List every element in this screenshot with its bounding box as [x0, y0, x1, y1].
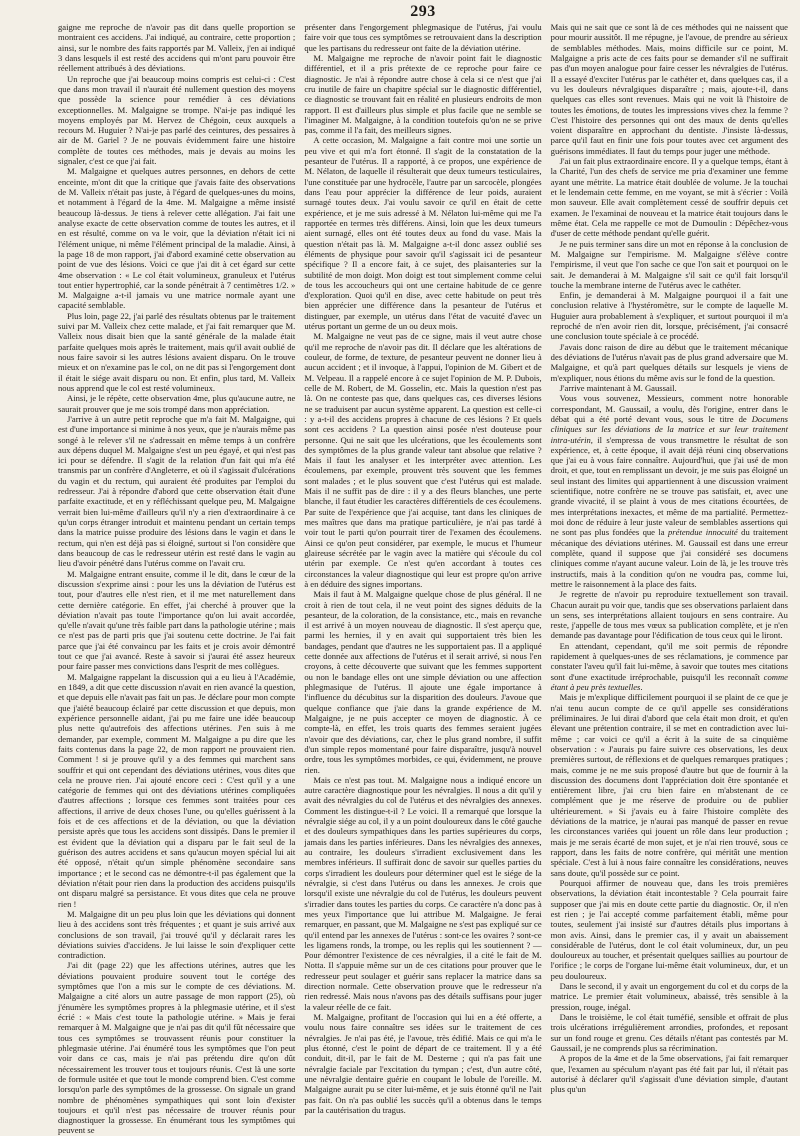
paragraph: Pourquoi affirmer de nouveau que, dans les trois premières observations, la déviation était incontestable ? Cela pourrait faire supposer que j'ai mis en doute cette partie du diagnostic. Or, il n'en est rien ; je l'ai accepté comme parfaitement établi, même pour toutes, seulement j'ai insisté sur d'autres détails plus importans à mon avis. Ainsi, dans le premier cas, il y avait un abaissement considérable de l'utérus, dont le col était volumineux, dur, un peu douloureux au toucher, et présentait quelques saillies au pourtour de l'orifice ; le corps de l'organe lui-même était volumineux, dur, et un peu douloureux. — [550, 877, 788, 981]
paragraph: J'arrive à un autre petit reproche que m'a fait M. Malgaigne, qui est d'une importance si minime à nos yeux, que je n'aurais même pas songé à le relever s'il ne s'adressait en même temps à un confrère aux dépens duquel M. Malgaigne s'est un peu égayé, et qui n'est pas ici pour se défendre. Il s'agit de la relation d'un fait qui m'a été transmis par un confrère d'Angleterre, et où il s'agissait d'ulcérations du vagin et du rectum, qui auraient été produites par l'emploi du redresseur. J'ai à répondre d'abord que cette observation était d'une parfaite exactitude, et en y réfléchissant quelque peu, M. Malgaigne verrait bien lui-même d'ailleurs qu'il n'y a rien d'extraordinaire à ce qu'un corps étranger introduit et maintenu pendant un certain temps dans la matrice puisse produire des lésions dans le vagin et dans le rectum, qui n'en est déjà pas si éloigné, surtout si l'on considère que dans beaucoup de cas le redresseur utérin est resté dans le vagin au lieu d'avoir pénétré dans l'utérus comme on l'avait cru. — [58, 413, 296, 569]
paragraph: Dans le second, il y avait un engorgement du col et du corps de la matrice. Le premier était volumineux, abaissé, très sensible à la pression, rouge, inégal. — [550, 981, 788, 1012]
paragraph: Je ne puis terminer sans dire un mot en réponse à la conclusion de M. Malgaigne sur l'empirisme. M. Malgaigne s'élève contre l'empirisme, il veut que l'on sache ce que l'on sait et pourquoi on le sait. Je demanderai à M. Malgaigne s'il sait ce qu'il fait lorsqu'il touche la membrane interne de l'utérus avec le cathéter. — [550, 238, 788, 290]
paragraph: M. Malgaigne ne veut pas de ce signe, mais il veut autre chose qu'il me reproche de n'avoir pas dit. Il déclare que les altérations de couleur, de forme, de texture, de pesanteur peuvent ne donner lieu à aucun accident ; et il invoque, à l'appui, l'opinion de M. Gibert et de M. Velpeau. Il a rappelé encore à ce sujet l'opinion de M. P. Dubois, celle de M. Robert, de M. Gosselin, etc. Mais la question n'est pas là. On ne conteste pas que, dans quelques cas, ces diverses lésions ne se traduisent par aucun système apparent. La question est celle-ci : y a-t-il des accidens propres à chacune de ces lésions ? Et quels sont ces accidens ? La question ainsi posée n'est douteuse pour personne. Qui ne sait que les ulcérations, que les écoulements sont des symptômes de la plus grande valeur tant absolue que relative ? Mais il faut les analyser et les interpréter avec attention. Les écoulemens, par exemple, prouvent très souvent que les femmes sont malades ; et le plus souvent que c'est l'utérus qui est malade. Mais il ne suffit pas de dire : il y a des fleurs blanches, une perte blanche, il faut étudier les caractères différentiels de ces écoulemens. Par suite de l'expérience que j'ai acquise, tant dans les cliniques de mes maîtres que dans ma pratique particulière, je n'ai pas tardé à voir tout le parti qu'on pourrait tirer de l'examen des écoulemens. Ainsi ce qu'on peut considérer, par exemple, le mucus et l'humeur glaireuse sécrétée par le vagin avec la matière qui s'écoule du col utérin par exemple. Ce n'est qu'en accordant à toutes ces circonstances la valeur diagnostique qui leur est propre qu'on arrive à en déduire des signes importans. — [304, 331, 542, 589]
paragraph: Un reproche que j'ai beaucoup moins compris est celui-ci : C'est que dans mon travail il n'aurait été nullement question des moyens que possède la science pour remédier à ces déviations exceptionnelles. M. Malgaigne se trompe. N'ai-je pas indiqué les moyens employés par M. Hervez de Chégoin, ceux auxquels a recours M. Huguier ? N'ai-je pas parlé des ceintures, des pessaires à air de M. Gariel ? Je ne pouvais évidemment faire une histoire complète de toutes ces méthodes, mais je devais au moins les signaler, c'est ce que j'ai fait. — [58, 73, 296, 167]
paragraph: présenter dans l'engorgement phlegmasique de l'utérus, j'ai voulu faire voir que tous ces symptômes se retrouvaient dans la description que les partisans du redresseur ont faite de la déviation utérine. — [304, 22, 542, 53]
paragraph: M. Malgaigne dit un peu plus loin que les déviations qui donnent lieu à des accidens sont très fréquentes ; et quant je suis arrivé aux conclusions de son travail, j'ai trouvé qu'il y déclarait rares les déviations suivies d'accidens. Je lui laisse le soin d'expliquer cette contradiction. — [58, 908, 296, 961]
paragraph: M. Malgaigne rappelant la discussion qui a eu lieu à l'Académie, en 1849, a dit que cette discussion n'avait en rien avancé la question, et que depuis elle n'avait pas fait un pas. Je déclare pour mon compte que j'aiété beaucoup éclairé par cette discussion et que depuis, mon expérience personnelle aidant, j'ai pu me faire une idée beaucoup plus nette qu'autrefois des affections utérines. J'en suis à me demander, par exemple, comment M. Malgaigne a pu dire que les faits contenus dans la page 22, de mon rapport ne prouvaient rien. Comment ! si je prouve qu'il y a des femmes qui marchent sans souffrir et qui ont cependant des déviations utérines, vous dites que cela ne prouve rien. J'ai ajouté encore ceci : C'est qu'il y a une catégorie de femmes qui ont des déviations utérines compliquées d'autres affections ; lorsque ces femmes sont traitées pour ces affections, il arrive de deux choses l'une, ou qu'elles guérissent à la fois et de ces affections et de la déviation, ou que la déviation persiste après que tous les accidens sont dissipés. Dans le premier il est évident que la déviation qui a disparu par le fait seul de la guérison des autres accidens et sans qu'aucun moyen spécial lui ait été opposé, n'était qu'un simple phénomène secondaire sans importance ; et le second cas ne démontre-t-il pas également que la déviation n'était pour rien dans la production des accidens puisqu'ils ont disparu malgré sa persistance. Et vous dites que cela ne prouve rien ! — [58, 671, 296, 909]
paragraph: En attendant, cependant, qu'il me soit permis de répondre rapidement à quelques-unes de ses réclamations, je commence par constater l'aveu qu'il fait lui-même, à savoir que toutes mes citations sont d'une exactitude irréprochable, puisqu'il les reconnaît comme étant à peu près textuelles. — [550, 640, 788, 692]
paragraph: M. Malgaigne, profitant de l'occasion qui lui en a été offerte, a voulu nous faire connaître ses idées sur le traitement de ces névralgies. Je n'ai pas été, je l'avoue, très édifié. Mais ce qui m'a le plus étonné, c'est le point de départ de ce traitement. Il y a été conduit, dit-il, par le fait de M. Desterne ; qui n'a pas fait une névralgie faciale par l'excitation du tympan ; c'est, d'un autre côté, une névralgie dentaire guérie en coupant le lobule de l'oreille. M. Malgaigne aurait pu se citer lui-même, et je suis étonné qu'il ne l'ait pas fait. On n'a pas oublié les succès qu'il a obtenus dans le temps par la cautérisation du tragus. — [304, 1012, 542, 1115]
paragraph: Plus loin, page 22, j'ai parlé des résultats obtenus par le traitement suivi par M. Valleix chez cette malade, et j'ai fait remarquer que M. Valleix nous disait bien que la santé générale de la malade était parfaite quelques mois après le traitement, mais qu'il avait oublié de nous faire savoir si les autres lésions avaient disparu. On le trouve mieux et on n'examine pas le col, on ne dit pas si l'engorgement dont il était le siége avait disparu ou non. Et enfin, plus tard, M. Valleix nous apprend que le col est resté volumineux. — [58, 310, 296, 393]
paragraph: J'avais donc raison de dire au début que le traitement mécanique des déviations de l'utérus n'avait pas de plus grand adversaire que M. Malgaigne, et qu'à part quelques détails sur lesquels je viens de m'expliquer, nous étions du même avis sur le fond de la question. — [550, 341, 788, 383]
text-columns — [58, 22, 788, 1136]
paragraph: M. Malgaigne entrant ensuite, comme il le dit, dans le cœur de la discussion s'exprime ainsi : pour les uns la déviation de l'utérus est tout, pour d'autres elle n'est rien, et il me met naturellement dans cette dernière catégorie. En effet, j'ai cherché à prouver que la déviation n'avait pas toute l'importance qu'on lui avait accordée, qu'elle n'avait qu'une très faible part dans la pathologie utérine ; mais ce n'est pas de parti pris que j'ai soutenu cette doctrine. Je l'ai fait parce que j'ai été convaincu par les faits et je crois avoir démontré tout ce que j'ai avancé. Reste à savoir si j'aurai été assez heureux pour faire passer mes convictions dans l'esprit de mes collègues. — [58, 568, 296, 672]
text-column-2 — [304, 22, 541, 1126]
paragraph: Mais je m'explique difficilement pourquoi il se plaint de ce que je n'ai tenu aucun compte de ce qu'il appelle ses considérations préliminaires. Je lui dirai d'abord que cela était mon droit, et qu'en élevant une prétention contraire, il se met en contradiction avec lui-même ; car voici ce qu'il a écrit à la suite de sa cinquième observation : « J'aurais pu faire suivre ces observations, les deux premières surtout, de réflexions et de quelques remarques pratiques ; mais, comme je ne me suis proposé d'autre but que de fournir à la discussion des documens dont l'appréciation doit être spontanée et entièrement libre, j'ai cru bien faire en m'abstenant de ce complément que je me réserve de produire ou de publier ultérieurement. » Si j'avais eu à faire l'histoire complète des déviations de la matrice, je n'aurai pas manqué de passer en revue les circonstances variées qui jouent un rôle dans leur production ; mais je me serais écarté de mon sujet, et je n'ai rien trouvé, sous ce rapport, dans les faits de notre confrère, qui méritât une mention spéciale. C'est à lui à nous faire connaître les considérations, neuves sans doute, qu'il possède sur ce point. — [550, 692, 788, 878]
page-number: 293 — [410, 3, 436, 20]
paragraph: Enfin, je demanderai à M. Malgaigne pourquoi il a fait une conclusion relative à l'hystéromètre, sur le compte de laquelle M. Huguier aura probablement à s'expliquer, et surtout pourquoi il m'a reproché de n'en avoir rien dit, lorsque, précisément, j'ai consacré une conclusion toute spéciale à ce procédé. — [550, 290, 788, 342]
paragraph: J'ai un fait plus extraordinaire encore. Il y a quelque temps, étant à la Charité, l'un des chefs de service me pria d'examiner une femme ayant une métrite. La matrice était doublée de volume. Je la touchai et le lendemain cette femme, en me voyant, se mit à s'écrier : Voilà mon sauveur. Elle avait complètement cessé de souffrir depuis cet examen. Je l'examinai de nouveau et la matrice était toujours dans le même état. Cela me rappelle ce mot de Dumoulin : Dépêchez-vous d'user de cette méthode pendant qu'elle guérit. — [550, 156, 788, 239]
paragraph: Ainsi, je le répète, cette observation 4me, plus qu'aucune autre, ne saurait prouver que je me sois trompé dans mon appréciation. — [58, 393, 296, 414]
paragraph: Vous vous souvenez, Messieurs, comment notre honorable correspondant, M. Gaussail, a voulu, dès l'origine, entrer dans le débat qui a été porté devant vous, sous le titre de Documens cliniques sur les déviations de la matrice et sur leur traitement intra-utérin, il s'empressa de vous transmettre le résultat de son expérience, et, à cette époque, il avait déjà réuni cinq observations que j'ai eu à vous faire connaître. Aujourd'hui, que j'ai usé de mon droit, et que, tout en remplissant un devoir, je me suis pas éloigné un seul instant des limites qui appartiennent à une discussion vraiment scientifique, notre confrère ne se trouve pas satisfait, et, avec une grande vivacité, il se plaint à vous de mes citations écourtées, de mes interprétations inexactes, et même de ma partialité. Permettez-moi donc de réduire à leur juste valeur de semblables assertions qui ne sont pas plus fondées que la prétendue innocuité du traitement mécanique des déviations utérines. M. Gaussail est dans une erreur complète, quand il suppose que j'ai considéré ses documens cliniques comme n'ayant aucune valeur. Loin de là, je les trouve très instructifs, mais à la condition qu'on ne voudra pas, comme lui, mettre le raisonnement à la place des faits. — [550, 393, 788, 589]
italic-text: Documens cliniques sur les déviations de la matrice et sur leur traitement intra-utérin — [550, 413, 788, 445]
italic-text: comme étant à peu près textuelles — [550, 671, 788, 692]
paragraph: gaigne me reproche de n'avoir pas dit dans quelle proportion se montraient ces accidens. J'ai indiqué, au contraire, cette proportion ; ainsi, sur le nombre des faits rapportés par M. Valleix, j'en ai indiqué 3 dans lesquels il est resté des accidens qui m'ont paru pouvoir être réellement attribués à des déviations. — [58, 22, 296, 74]
italic-text: prétendue innocuité — [668, 527, 738, 538]
paragraph: Mais qui ne sait que ce sont là de ces méthodes qui ne naissent que pour mourir aussitôt. Il me répugne, je l'avoue, de prendre au sérieux de semblables méthodes. Mais, moins difficile sur ce point, M. Malgaigne a pris acte de ces faits pour se demander s'il ne suffirait pas d'un moyen analogue pour faire cesser les névralgies de l'utérus. Il a essayé d'exciter l'utérus par le cathéter et, dans quelques cas, il a vu les douleurs névralgiques disparaître ; mais, ajoute-t-il, dans quelques cas elles sont revenues. Mais qui ne voit là l'histoire de toutes les émotions, de toutes les impressions vives chez la femme ? C'est l'histoire des personnes qui ont des maux de dents qu'elles voient disparaître en approchant du dentiste. J'insiste là-dessus, parce qu'il faut en finir une fois pour toutes avec cet argument des guérisons immédiates. Il faut du temps pour juger une méthode. — [550, 22, 788, 156]
paragraph: J'ai dit (page 22) que les affections utérines, autres que les déviations pouvaient produire souvent tout le cortége des symptômes que l'on a mis sur le compte de ces déviations. M. Malgaigne a cité alors un autre passage de mon rapport (25), où j'énumère les symptômes propres à la phlegmasie utérine, et il s'est écrié : « Mais c'est toute la pathologie utérine. » Mais je ferai remarquer à M. Malgaigne que je n'ai pas dit qu'il fût nécessaire que tous ces symptômes se trouvassent réunis pour constituer la phlegmasie utérine. J'ai énuméré tous les symptômes que l'on peut voir dans ce cas, mais je n'ai pas prétendu dire qu'on dût nécessairement les trouver tous et toujours réunis. C'est là une sorte de formule usitée et que tout le monde comprend bien. C'est comme lorsqu'on parle des symptômes de la grossesse. On signale un grand nombre de phénomènes sympathiques qui sont loin d'exister toujours et qu'il n'est pas nécessaire de trouver réunis pour diagnostiquer la grossesse. En énumérant tous les symptômes qui peuvent se — [58, 960, 296, 1136]
text-column-3 — [551, 22, 788, 1126]
paragraph: Dans le troisième, le col était tuméfié, sensible et offrait de plus trois ulcérations irrégulièrement arrondies, profondes, et reposant sur un fond rouge et grenu. Ces détails n'étant pas contestés par M. Gaussail, je ne comprends plus sa récrimination. — [550, 1012, 788, 1053]
text-column-1 — [58, 22, 296, 1136]
paragraph: A propos de la 4me et de la 5me observations, j'ai fait remarquer que, l'examen au spéculum n'ayant pas été fait par lui, il n'était pas autorisé à déclarer qu'il s'agissait d'une déviation simple, d'autant plus qu'un — [550, 1053, 788, 1095]
paragraph: Mais ce n'est pas tout. M. Malgaigne nous a indiqué encore un autre caractère diagnostique pour les névralgies. Il nous a dit qu'il y avait des névralgies du col de l'utérus et des névralgies des annexes. Comment les distingue-t-il ? Le voici. Il a remarqué que lorsque la névralgie siége au col, il y a un point douloureux dans le côté gauche et des douleurs sympathiques dans les parties supérieures du corps, jamais dans les parties inférieures. Dans les névralgies des annexes, au contraire, les douleurs s'irradient exclusivement dans les membres inférieurs. Il suffirait donc de savoir sur quelles parties du corps s'irradient les douleurs pour déterminer quel est le siége de la névralgie, si c'est dans l'utérus ou dans les annexes. Je crois que lorsqu'il existe une névralgie du col de l'utérus, les douleurs peuvent s'irradier dans toutes les parties du corps. Ce caractère n'a donc pas à mes yeux l'importance que lui attribue M. Malgaigne. Je ferai remarquer, en passant, que M. Malgaigne ne s'est pas expliqué sur ce qu'il entend par les annexes de l'utérus : sont-ce les ovaires ? sont-ce les ligamens ronds, la trompe, ou les replis qui les soutiennent ? — Pour démontrer l'existence de ces névralgies, il a cité le fait de M. Notta. Il s'appuie même sur un de ces citations pour prouver que le redresseur peut soulager et guérir sans replacer la matrice dans sa direction normale. Cette observation prouve que le redresseur n'a rien redressé. Mais nous n'avons pas des détails suffisans pour juger la valeur réelle de ce fait. — [304, 774, 542, 1012]
paragraph: Mais il faut à M. Malgaigne quelque chose de plus général. Il ne croit à rien de tout cela, il ne veut point des signes déduits de la pesanteur, de la coloration, de la consistance, etc., mais en revanche il est arrivé à un moyen nouveau de diagnostic. Il s'est aperçu que, parmi les hernies, il y en avait qui supportaient très bien les bandages, pendant que d'autres ne les supportaient pas. Il a appliqué cette donnée aux affections de l'utérus et il serait arrivé, si nous l'en croyons, à cette découverte que suivant que les femmes supportent ou non le bandage elles ont une simple déviation ou une affection phlegmasique de l'utérus. Il ajoute une égale importance à l'influence du décubitus sur la disparition des douleurs. J'avoue que quelque confiance que j'aie dans la grande expérience de M. Malgaigne, je ne puis accepter ce moyen de diagnostic. À ce compte-là, en effet, les trois quarts des femmes seraient jugées n'avoir que des déviations, car, chez le plus grand nombre, il suffit d'un simple repos momentané pour faire disparaître, jusqu'à nouvel ordre, tous les symptômes morbides, ce qui, évidemment, ne prouve rien. — [304, 589, 542, 775]
paragraph: Je regrette de n'avoir pu reproduire textuellement son travail. Chacun aurait pu voir que, tandis que ses observations parlaient dans un sens, ses interprétations allaient toujours en sens contraire. Au reste, j'appelle de tous mes vœux sa publication complète, et je n'en demande pas davantage pour l'édification de tous ceux qui le liront. — [550, 589, 788, 641]
paragraph: M. Malgaigne et quelques autres personnes, en dehors de cette enceinte, m'ont dit que la critique que j'avais faite des observations de M. Valleix n'était pas juste, à l'égard de quelques-unes du moins, et notamment à l'égard de la 4me. M. Malgaigne a même insisté beaucoup là-dessus. Je tiens à relever cette allégation. J'ai fait une analyse exacte de cette observation comme de toutes les autres, et il en est résulté, comme on va le voir, que la déviation n'était ici ni l'élément unique, ni même l'élément principal de la maladie. Ainsi, à la page 18 de mon rapport, j'ai d'abord examiné cette observation au point de vue des lésions. Voici ce que j'ai dit à cet égard sur cette 4me observation : « Le col était volumineux, granuleux et l'utérus tout entier hypertrophié, car la sonde pénétrait à 7 centimètres 1/2. » M. Malgaigne a-t-il jamais vu une matrice normale ayant une capacité semblable. — [58, 166, 296, 311]
paragraph: J'arrive maintenant à M. Gaussail. — [559, 382, 677, 393]
paragraph: M. Malgaigne me reproche de n'avoir point fait le diagnostic différentiel, et il a pris prétexte de ce reproche pour faire ce diagnostic. Je n'ai à répondre autre chose à cela si ce n'est que j'ai cru inutile de faire un chapitre spécial sur le diagnostic différentiel, ce diagnostic se trouvant fait en réalité en plusieurs endroits de mon rapport. Il est d'ailleurs plus simple et plus facile que ne semble se l'imaginer M. Malgaigne, à la condition toutefois qu'on ne se prive pas, comme il l'a fait, des meilleurs signes. — [304, 52, 542, 136]
paragraph: A cette occasion, M. Malgaigne a fait contre moi une sortie un peu vive et qui m'a fort étonné. Il s'agit de la constatation de la pesanteur de l'utérus. Il a rapporté, à ce propos, une expérience de M. Nélaton, de laquelle il résulterait que deux tumeurs testiculaires, l'une constituée par une hydrocèle, l'autre par un sarcocèle, plongées dans l'eau pour apprécier la différence de leur poids, auraient surnagé toutes deux. J'ai voulu savoir ce qu'il en était de cette expérience, et je me suis adressé à M. Nélaton lui-même qui me l'a rapportée en termes très différens. Ainsi, loin que les deux tumeurs aient surnagé, elles ont été toutes deux au fond du vase. Mais la question n'était pas là. M. Malgaigne a-t-il donc assez oublié ses éléments de physique pour savoir qu'il s'agissait ici de pesanteur spécifique ? Il a encore fait, à ce sujet, des plaisanteries sur la subtilité de mon doigt. Mon doigt est tout simplement comme celui de tous les accoucheurs qui ont une certaine habitude de ce genre d'exploration. Quoi qu'il en dise, avec cette habitude on peut très bien apprécier une différence dans la pesanteur de l'utérus et distinguer, par exemple, un utérus dans l'état de vacuité d'avec un utérus portant un germe de un ou deux mois. — [304, 135, 542, 332]
